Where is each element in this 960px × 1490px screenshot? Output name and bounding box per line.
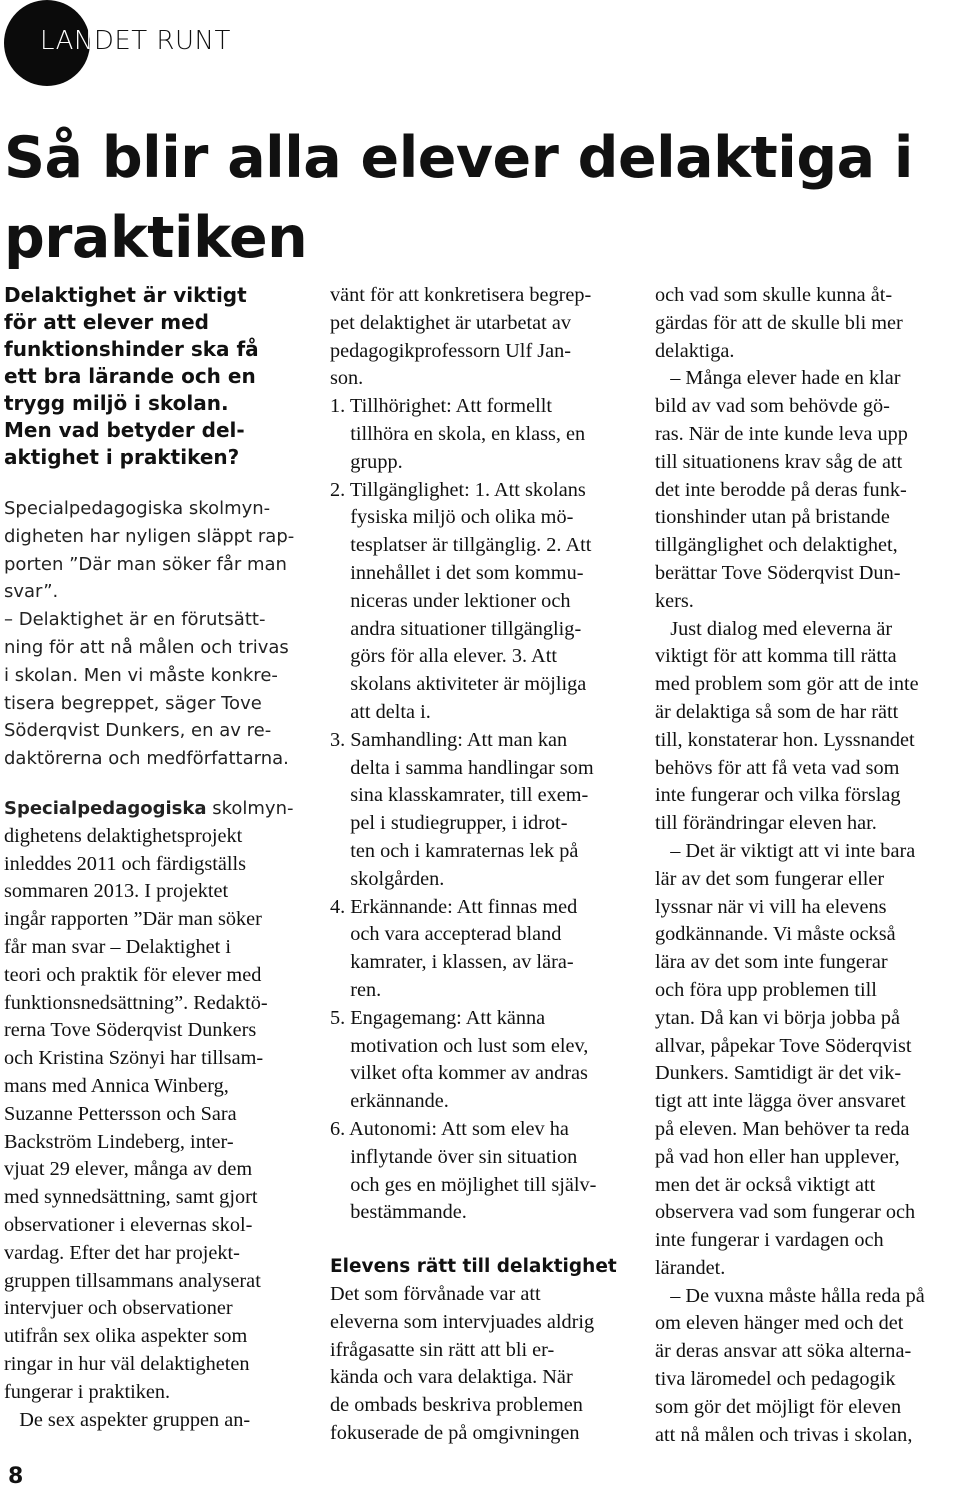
text-line: med problem som gör att de inte: [655, 673, 919, 696]
text-line: 4. Erkännande: Att finnas med: [330, 895, 578, 918]
body-paragraph-1: [4, 495, 300, 773]
text-line: skolgården.: [330, 867, 445, 890]
text-line: lär av det som fungerar eller: [655, 867, 885, 890]
section-label: [40, 26, 231, 56]
column-3-body: [655, 282, 955, 1449]
lead-word: Specialpedagogiska: [4, 797, 207, 819]
text-line: kers.: [655, 589, 694, 612]
text-line: digheten har nyligen släppt rap-: [4, 525, 295, 547]
column-1: [4, 282, 300, 1434]
text-line: sommaren 2013. I projektet: [4, 880, 229, 903]
text-line: 5. Engagemang: Att känna: [330, 1006, 546, 1029]
text-line: det inte berodde på deras funk-: [655, 478, 907, 501]
text-line: tigt att inte lägga över ansvaret: [655, 1090, 906, 1113]
text-line: ett bra lärande och en: [4, 364, 256, 388]
text-line: med synnedsättning, samt gjort: [4, 1186, 258, 1209]
text-line: som gör det möjligt för eleven: [655, 1395, 902, 1418]
text-line: inte fungerar i vardagen och: [655, 1229, 884, 1252]
intro-paragraph: [4, 282, 300, 471]
text-line: inte fungerar och vilka förslag: [655, 784, 901, 807]
text-line: sina klasskamrater, till exem-: [330, 784, 589, 807]
text-line: dighetens delaktighetsprojekt: [4, 824, 243, 847]
text-line: Men vad betyder del-: [4, 418, 245, 442]
text-line: ren.: [330, 978, 382, 1001]
body-after-subheading: [330, 1281, 630, 1448]
text-line: mans med Annica Winberg,: [4, 1074, 229, 1097]
text-line: andra situationer tillgänglig-: [330, 617, 582, 640]
text-line: lärandet.: [655, 1256, 726, 1279]
text-line: – De vuxna måste hålla reda på: [655, 1284, 925, 1307]
text-line: motivation och lust som elev,: [330, 1034, 589, 1057]
aspects-list: [330, 282, 630, 1227]
text-line: behövs för att få veta vad som: [655, 756, 900, 779]
text-line: och Kristina Szönyi har tillsam-: [4, 1047, 264, 1070]
text-line: till, konstaterar hon. Lyssnandet: [655, 728, 915, 751]
text-line: svar”.: [4, 581, 59, 603]
text-line: till förändringar eleven har.: [655, 812, 877, 835]
text-line: aktighet i praktiken?: [4, 445, 240, 469]
text-line: – Många elever hade en klar: [655, 367, 901, 390]
text-line: porten ”Där man söker får man: [4, 553, 287, 575]
text-line: pel i studiegrupper, i idrot-: [330, 812, 568, 835]
text-line: funktionsnedsättning”. Redaktö-: [4, 991, 268, 1014]
text-line: skolans aktiviteter är möjliga: [330, 673, 587, 696]
text-line: ingår rapporten ”Där man söker: [4, 908, 262, 931]
text-line: intervjuer och observationer: [4, 1297, 233, 1320]
text-line: fungerar i praktiken.: [4, 1380, 171, 1403]
text-line: ning för att nå målen och trivas: [4, 636, 289, 658]
text-line: får man svar – Delaktighet i: [4, 935, 231, 958]
text-line: tillhöra en skola, en klass, en: [330, 422, 586, 445]
text-line: inleddes 2011 och färdigställs: [4, 852, 247, 875]
text-line: görs för alla elever. 3. Att: [330, 645, 557, 668]
text-line: tillgänglighet och delaktighet,: [655, 534, 898, 557]
text-line: lyssnar när vi vill ha elevens: [655, 895, 887, 918]
text-line: vilket ofta kommer av andras: [330, 1062, 588, 1085]
first-line-rest: skolmyn-: [206, 797, 294, 819]
text-line: gärdas för att de skulle bli mer: [655, 311, 903, 334]
section-label-prefix: LAN: [40, 26, 94, 56]
text-line: pedagogikprofessorn Ulf Jan-: [330, 339, 572, 362]
text-line: och vara accepterad bland: [330, 923, 562, 946]
text-line: att nå målen och trivas i skolan,: [655, 1423, 913, 1446]
text-line: Suzanne Pettersson och Sara: [4, 1102, 237, 1125]
text-line: vjuat 29 elever, många av dem: [4, 1158, 253, 1181]
column-2: [330, 282, 630, 1448]
text-line: tiva läromedel och pedagogik: [655, 1368, 896, 1391]
text-line: bestämmande.: [330, 1201, 467, 1224]
text-line: till situationens krav såg de att: [655, 450, 903, 473]
text-line: och ges en möjlighet till själv-: [330, 1173, 597, 1196]
text-line: Dunkers. Samtidigt är det vik-: [655, 1062, 902, 1085]
text-line: observera vad som fungerar och: [655, 1201, 916, 1224]
subheading: Elevens rätt till delaktighet: [330, 1256, 617, 1278]
text-line: daktörerna och medförfattarna.: [4, 748, 289, 770]
text-line: De sex aspekter gruppen an-: [4, 1408, 251, 1431]
body-paragraph-2: [4, 795, 300, 1434]
text-line: ten och i kamraternas lek på: [330, 839, 579, 862]
text-line: tisera begreppet, säger Tove: [4, 692, 262, 714]
text-line: berättar Tove Söderqvist Dun-: [655, 561, 901, 584]
text-line: på eleven. Man behöver ta reda: [655, 1117, 910, 1140]
body-paragraph-2-lines: [4, 823, 300, 1435]
text-line: 1. Tillhörighet: Att formellt: [330, 395, 552, 418]
text-line: och föra upp problemen till: [655, 978, 877, 1001]
text-line: Just dialog med eleverna är: [655, 617, 893, 640]
text-line: om eleven hänger med och det: [655, 1312, 904, 1335]
text-line: och vad som skulle kunna åt-: [655, 284, 893, 306]
text-line: Söderqvist Dunkers, en av re-: [4, 720, 272, 742]
text-line: godkännande. Vi måste också: [655, 923, 896, 946]
text-line: Backström Lindeberg, inter-: [4, 1130, 234, 1153]
page-number: 8: [8, 1464, 24, 1489]
text-line: son.: [330, 367, 364, 390]
text-line: kamrater, i klassen, av lära-: [330, 951, 574, 974]
text-line: vardag. Efter det har projekt-: [4, 1241, 240, 1264]
text-line: grupp.: [330, 450, 403, 473]
text-line: delta i samma handlingar som: [330, 756, 594, 779]
text-line: fokuserade de på omgivningen: [330, 1422, 580, 1445]
text-line: 2. Tillgänglighet: 1. Att skolans: [330, 478, 586, 501]
section-label-rest: DET RUNT: [93, 26, 231, 56]
text-line: funktionshinder ska få: [4, 337, 259, 361]
text-line: gruppen tillsammans analyserat: [4, 1269, 261, 1292]
text-line: viktigt för att komma till rätta: [655, 645, 897, 668]
text-line: men det är också viktigt att: [655, 1173, 876, 1196]
text-line: vänt för att konkretisera begrep-: [330, 284, 592, 306]
text-line: i skolan. Men vi måste konkre-: [4, 664, 278, 686]
text-line: ras. När de inte kunde leva upp: [655, 422, 908, 445]
text-line: allvar, påpekar Tove Söderqvist: [655, 1034, 912, 1057]
column-3: [655, 282, 955, 1449]
text-line: 3. Samhandling: Att man kan: [330, 728, 568, 751]
text-line: på vad hon eller han upplever,: [655, 1145, 900, 1168]
text-line: erkännande.: [330, 1090, 449, 1113]
text-line: pet delaktighet är utarbetat av: [330, 311, 572, 334]
text-line: bild av vad som behövde gö-: [655, 395, 890, 418]
text-line: teori och praktik för elever med: [4, 963, 262, 986]
text-line: delaktiga.: [655, 339, 735, 362]
text-line: – Det är viktigt att vi inte bara: [655, 839, 916, 862]
text-line: tionshinder utan på bristande: [655, 506, 890, 529]
text-line: lära av det som inte fungerar: [655, 951, 888, 974]
text-line: är delaktiga så som de har rätt: [655, 700, 899, 723]
text-line: tesplatser är tillgänglig. 2. Att: [330, 534, 592, 557]
text-line: observationer i elevernas skol-: [4, 1213, 253, 1236]
article-headline: Så blir alla elever delaktiga i praktiken: [4, 125, 913, 271]
text-line: ringar in hur väl delaktigheten: [4, 1352, 250, 1375]
text-line: fysiska miljö och olika mö-: [330, 506, 574, 529]
text-line: de ombads beskriva problemen: [330, 1394, 583, 1417]
text-line: Delaktighet är viktigt: [4, 283, 247, 307]
text-line: utifrån sex olika aspekter som: [4, 1325, 248, 1348]
text-line: innehållet i det som kommu-: [330, 561, 584, 584]
text-line: 6. Autonomi: Att som elev ha: [330, 1117, 569, 1140]
text-line: att delta i.: [330, 700, 431, 723]
text-line: Det som förvånade var att: [330, 1283, 541, 1306]
text-line: eleverna som intervjuades aldrig: [330, 1310, 595, 1333]
body-paragraph-2-first-line: [4, 795, 300, 823]
text-line: inflytande över sin situation: [330, 1145, 578, 1168]
text-line: är deras ansvar att söka alterna-: [655, 1340, 912, 1363]
text-line: ifrågasatte sin rätt att bli er-: [330, 1338, 555, 1361]
text-line: niceras under lektioner och: [330, 589, 571, 612]
text-line: för att elever med: [4, 310, 209, 334]
text-line: rerna Tove Söderqvist Dunkers: [4, 1019, 257, 1042]
text-line: Specialpedagogiska skolmyn-: [4, 498, 271, 519]
text-line: kända och vara delaktiga. När: [330, 1366, 573, 1389]
text-line: trygg miljö i skolan.: [4, 391, 229, 415]
text-line: ytan. Då kan vi börja jobba på: [655, 1006, 900, 1029]
text-line: – Delaktighet är en förutsätt-: [4, 609, 266, 631]
